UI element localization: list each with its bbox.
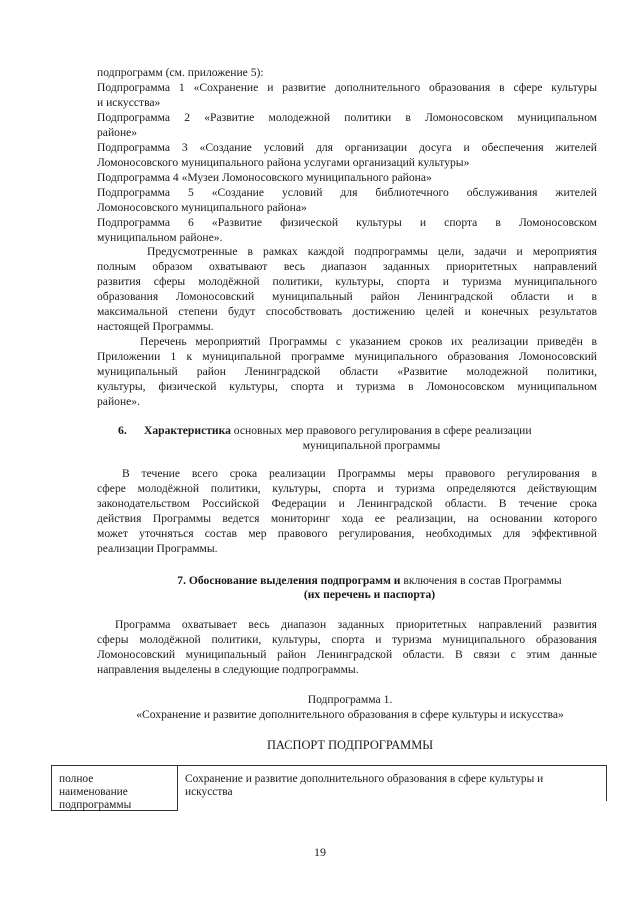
paragraph-line: полным образом охватывают весь диапазон заданных приоритетных направлений	[97, 260, 597, 273]
paragraph-line: направления выделены в следующие подпрограммы.	[97, 663, 359, 676]
table-label-line: полное	[59, 773, 94, 785]
table-border-right	[606, 765, 607, 801]
paragraph-line: законодательством Российской Федерации и Ленинградской области. В течение срока	[97, 497, 597, 510]
intro-line: муниципальном районе».	[97, 231, 223, 244]
section-7-title-line2: (их перечень и паспорта)	[303, 588, 436, 601]
intro-line: Подпрограмма 4 «Музеи Ломоносовского муниципального района»	[97, 171, 432, 184]
section-6-number: 6.	[118, 423, 127, 437]
intro-line: Ломоносовского муниципального района»	[97, 201, 307, 214]
section-6-title-line2: муниципальной программы	[302, 439, 441, 452]
paragraph-line: может уточняться состав мер правового регулирования, необходимых для эффективной	[97, 527, 597, 540]
intro-line: Ломоносовского муниципального района услугами организаций культуры»	[97, 156, 470, 169]
paragraph-line: настоящей Программы.	[97, 320, 214, 333]
table-label-cell	[59, 773, 131, 812]
table-value-line: искусства	[185, 786, 233, 798]
table-border-left	[51, 765, 52, 811]
paragraph-line: Перечень мероприятий Программы с указанием сроков их реализации приведён в	[140, 335, 597, 348]
passport-title: ПАСПОРТ ПОДПРОГРАММЫ	[266, 738, 434, 752]
paragraph-line: районе».	[97, 395, 140, 408]
paragraph-line: Ломоносовский муниципальный район Ленинградской области. В связи с этим данные	[97, 648, 597, 661]
section-7-title-bold: 7. Обоснование выделения подпрограмм и	[177, 574, 401, 587]
section-6-title-bold: Характеристика	[144, 424, 231, 437]
subprogram-title: «Сохранение и развитие дополнительного образования в сфере культуры и искусства»	[136, 708, 564, 721]
intro-line: Подпрограмма 2 «Развитие молодежной политики в Ломоносовском муниципальном	[97, 111, 597, 124]
table-label-line: наименование	[59, 786, 128, 798]
paragraph-line: действия Программы ведется мониторинг хода ее реализации, на основании которого	[97, 512, 597, 525]
table-label-line: подпрограммы	[59, 799, 132, 811]
paragraph-line: максимальной степени будут способствовать достижению целей и конечных результатов	[97, 305, 597, 318]
paragraph-line: сфере молодёжной политики, культуры, спорта и туризма определяются действующим	[97, 482, 597, 495]
paragraph-line: развития сферы молодёжной политики, культуры, спорта и туризма муниципального	[97, 275, 597, 288]
intro-line: подпрограмм (см. приложение 5):	[97, 66, 264, 79]
paragraph-line: В течение всего срока реализации Программы меры правового регулирования в	[122, 467, 597, 480]
paragraph-line: культуры, физической культуры, спорта и туризма в Ломоносовском муниципальном	[97, 380, 597, 393]
intro-line: Подпрограмма 3 «Создание условий для организации досуга и обеспечения жителей	[97, 141, 597, 154]
intro-line: Подпрограмма 1 «Сохранение и развитие дополнительного образования в сфере культуры	[97, 81, 597, 94]
intro-line: районе»	[97, 126, 138, 139]
paragraph-line: реализации Программы.	[97, 542, 218, 555]
paragraph-line: муниципальный район Ленинградской области «Развитие молодежной политики,	[97, 365, 597, 378]
paragraph-line: образования Ломоносовский муниципальный район Ленинградской области и в	[97, 290, 597, 303]
table-value-line: Сохранение и развитие дополнительного образования в сфере культуры и	[185, 773, 544, 785]
passport-table	[51, 761, 607, 811]
section-7-title-rest: включения в состав Программы	[400, 574, 562, 587]
table-value-cell	[185, 773, 600, 799]
section-6-title	[144, 423, 599, 438]
intro-line: Подпрограмма 6 «Развитие физической культуры и спорта в Ломоносовском	[97, 216, 597, 229]
section-6-title-rest: основных мер правового регулирования в сфере реализации	[230, 424, 532, 437]
intro-line: и искусства»	[97, 96, 161, 109]
table-border-middle	[177, 765, 178, 811]
subprogram-heading: Подпрограмма 1.	[307, 693, 393, 706]
paragraph-line: Программа охватывает весь диапазон заданных приоритетных направлений развития	[115, 618, 597, 631]
paragraph-line: сферы молодёжной политики, культуры, спорта и туризма муниципального образования	[97, 633, 597, 646]
table-border-top	[51, 765, 607, 766]
intro-line: Подпрограмма 5 «Создание условий для библиотечного обслуживания жителей	[97, 186, 597, 199]
paragraph-line: Приложении 1 к муниципальной программе муниципального образования Ломоносовский	[97, 350, 597, 363]
page-number: 19	[314, 845, 326, 859]
section-7-title	[97, 573, 640, 588]
paragraph-line: Предусмотренные в рамках каждой подпрограммы цели, задачи и мероприятия	[147, 245, 597, 258]
